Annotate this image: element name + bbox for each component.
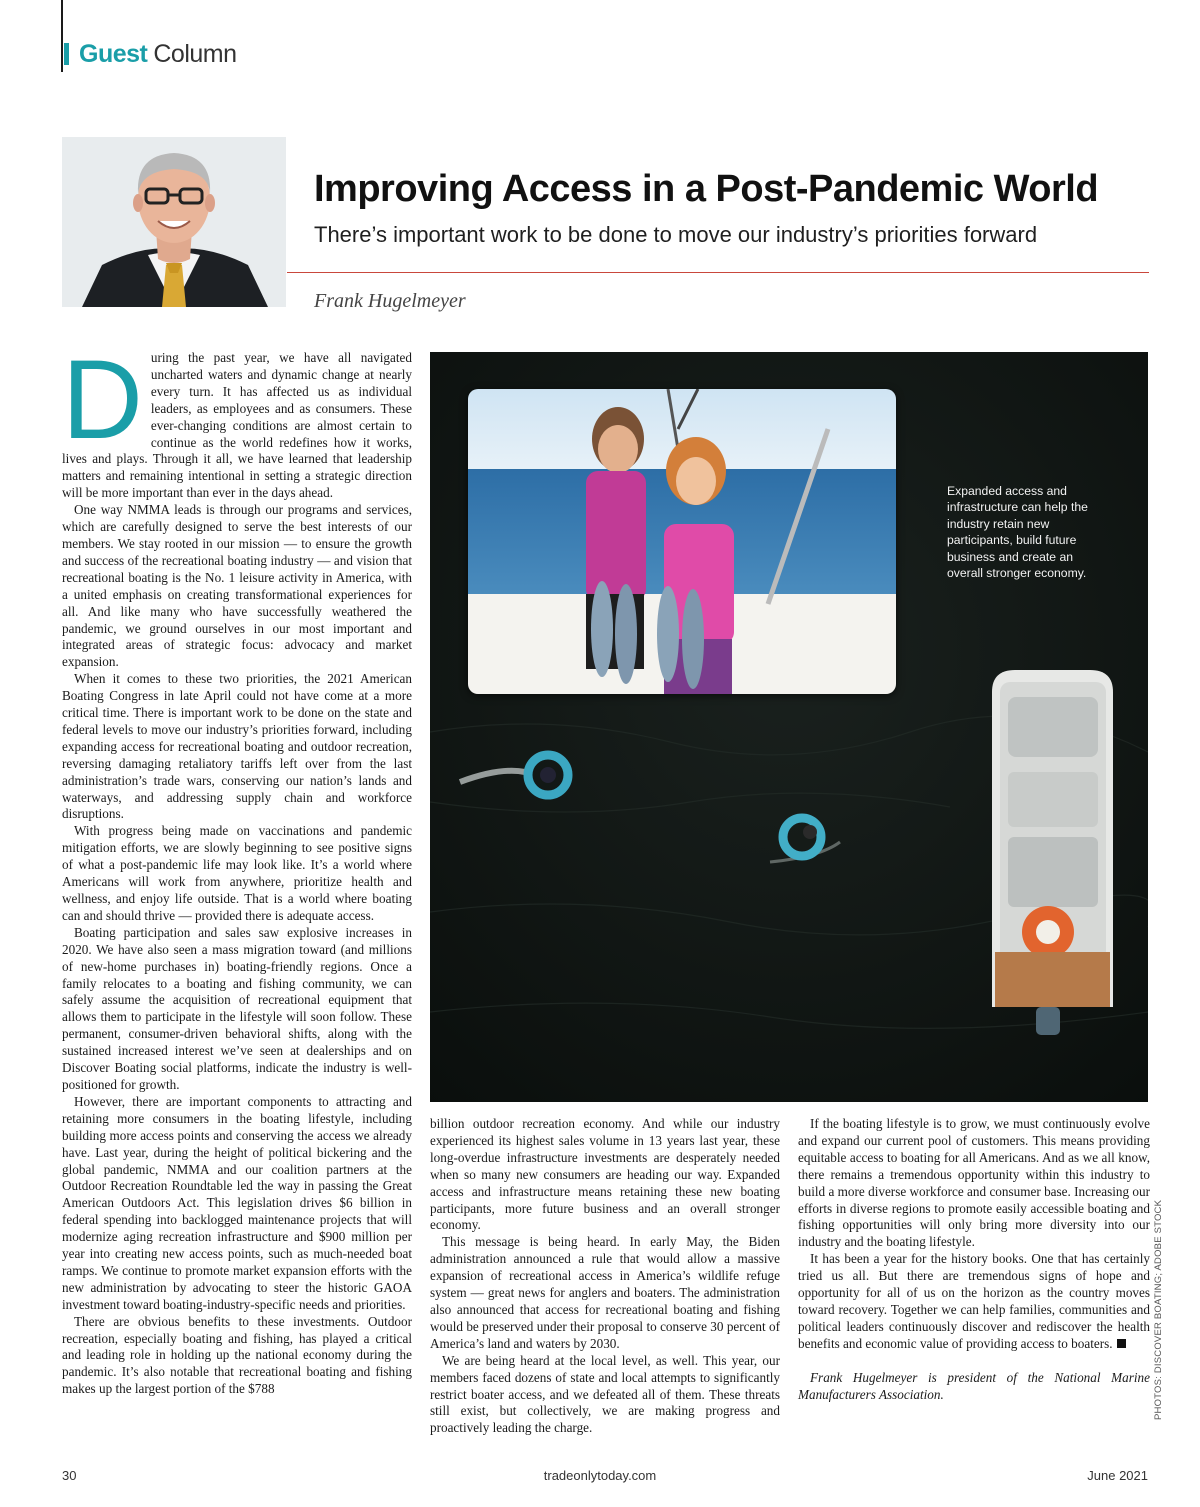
paragraph-text: It has been a year for the history books. One that has certainly tried us all. But there are tremendous signs of hope and opportunity for all of us on the horizon as the country moves toward recovery. Together we can help families, communities and political leaders continuously discover and rediscover the health benefits and economic value of providing access to boaters. xyxy=(798,1251,1150,1351)
article-column-3 xyxy=(798,1116,1150,1404)
paragraph: We are being heard at the local level, as well. This year, our members faced dozens of state and local attempts to significantly restrict boater access, and we defeated all of them. These threats still exist, but collectively, we are making progress and proactively leading the charge. xyxy=(430,1352,780,1436)
article-subtitle: There’s important work to be done to move our industry’s priorities forward xyxy=(314,222,1038,247)
paragraph: Boating participation and sales saw explosive increases in 2020. We have also seen a mass migration toward (and millions of new-home purchases in) boating-friendly regions. Once a family relocates to a boating and fishing community, we can safely assume the acquisition of recreational equipment that allows them to participate in the lifestyle will soon follow. These permanent, consumer-driven behavioral shifts, along with the sustained increased interest we’ve seen at dealerships and on Discover Boating social platforms, indicate the industry is well-positioned for growth. xyxy=(62,924,412,1092)
photo-credit: PHOTOS: DISCOVER BOATING; ADOBE STOCK xyxy=(1153,1199,1164,1420)
title-rule xyxy=(287,272,1149,273)
article-title: Improving Access in a Post-Pandemic World xyxy=(314,168,1099,210)
article-column-2 xyxy=(430,1116,780,1437)
paragraph: There are obvious benefits to these investments. Outdoor recreation, especially boating and fishing, has played a critical and leading role in holding up the national economy during the pandemic. It’s also notable that recreational boating and fishing makes up the largest portion of the $788 xyxy=(62,1313,412,1397)
paragraph: However, there are important components to attracting and retaining more consumers in the boating lifestyle, including building more access points and conserving the access we already have. Last year, during the height of political bickering and the global pandemic, NMMA and our coalition partners at the Outdoor Recreation Roundtable led the way in passing the Great American Outdoors Act. This legislation drives $6 billion in federal spending into backlogged maintenance projects that will modernize aging recreation infrastructure and $900 million per year into creating new access points, such as much-needed boat ramps. We continue to promote market expansion efforts with the new administration by advocating to steer the historic GAOA investment toward boating-industry-specific needs and priorities. xyxy=(62,1093,412,1312)
kicker-column: Column xyxy=(153,39,237,68)
issue-date: June 2021 xyxy=(1087,1468,1148,1483)
author-bio: Frank Hugelmeyer is president of the National Marine Manufacturers Association. xyxy=(798,1369,1150,1402)
paragraph xyxy=(798,1251,1150,1352)
kicker-guest: Guest xyxy=(79,39,148,68)
photo-caption: Expanded access and infrastructure can help the industry retain new participants, build future business and create an overall stronger economy. xyxy=(947,484,1088,581)
site-url: tradeonlytoday.com xyxy=(543,1468,657,1483)
top-vertical-rule xyxy=(61,0,63,72)
paragraph: With progress being made on vaccinations and pandemic mitigation efforts, we are slowly beginning to see positive signs of what a post-pandemic life may look like. It’s a world where Americans will work from anywhere, prioritize health and wellness, and enjoy life outside. That is a world where boating can and should thrive — provided there is adequate access. xyxy=(62,823,412,923)
pontoon-boat xyxy=(992,670,1113,1035)
kicker-bar xyxy=(64,43,69,65)
paragraph: This message is being heard. In early May, the Biden administration announced a rule that would allow a massive expansion of recreational access in America’s wildlife refuge system — great news for anglers and boaters. The administration also announced that access for recreational boating and fishing would be preserved under their proposal to conserve 30 percent of America’s land and waters by 2030. xyxy=(430,1234,780,1351)
paragraph: billion outdoor recreation economy. And while our industry experienced its highest sales volume in 13 years last year, these long-overdue infrastructure investments are desperately needed when so many new consumers are heading our way. Expanded access and infrastructure means retaining these new boating participants, more future business and an overall stronger economy. xyxy=(430,1116,780,1233)
page-number: 30 xyxy=(62,1468,77,1483)
author-headshot xyxy=(62,137,286,307)
author-byline: Frank Hugelmeyer xyxy=(314,290,466,312)
paragraph: One way NMMA leads is through our programs and services, which are carefully designed to serve the best interests of our members. We stay rooted in our mission — to ensure the growth and success of the recreational boating industry — and vision that recreational boating is the No. 1 leisure activity in America, with a united emphasis on creating transformational experiences for all. And like many who have successfully weathered the pandemic, we ground ourselves in our most important and integrated areas of strategic focus: advocacy and market expansion. xyxy=(62,502,412,670)
paragraph xyxy=(62,337,412,502)
drop-cap: D xyxy=(62,337,143,462)
paragraph: When it comes to these two priorities, the 2021 American Boating Congress in late April could not have come at a more critical time. There is important work to be done on the state and federal levels to move our industry’s priorities forward, including expanding access for recreational boating and outdoor recreation, reversing damaging retaliatory tariffs left over from the last administration’s trade wars, conserving our nation’s lands and waterways, and addressing supply chain and workforce disruptions. xyxy=(62,671,412,822)
end-mark-icon xyxy=(1117,1339,1126,1348)
paragraph: If the boating lifestyle is to grow, we must continuously evolve and expand our current pool of customers. This means providing equitable access to boating for all Americans. And as we all know, there remains a tremendous opportunity within this industry to build a more diverse workforce and consumer base. Increasing our efforts in diverse regions to promote easily accessible boating and fishing opportunities will only bring more diversity into our industry and the boating lifestyle. xyxy=(798,1116,1150,1250)
section-kicker xyxy=(64,36,237,72)
paragraph-text: uring the past year, we have all navigated uncharted waters and dynamic change at nearly every turn. It has affected us as individual leaders, as employees and as consumers. These ever-changing conditions are almost certain to continue as the world redefines how it works, lives and plays. Through it all, we have learned that leadership matters and remaining intentional in setting a strategic direction will be more important than ever in the days ahead. xyxy=(62,350,412,501)
girls-fishing-inset xyxy=(468,389,896,694)
article-column-1 xyxy=(62,337,412,1398)
